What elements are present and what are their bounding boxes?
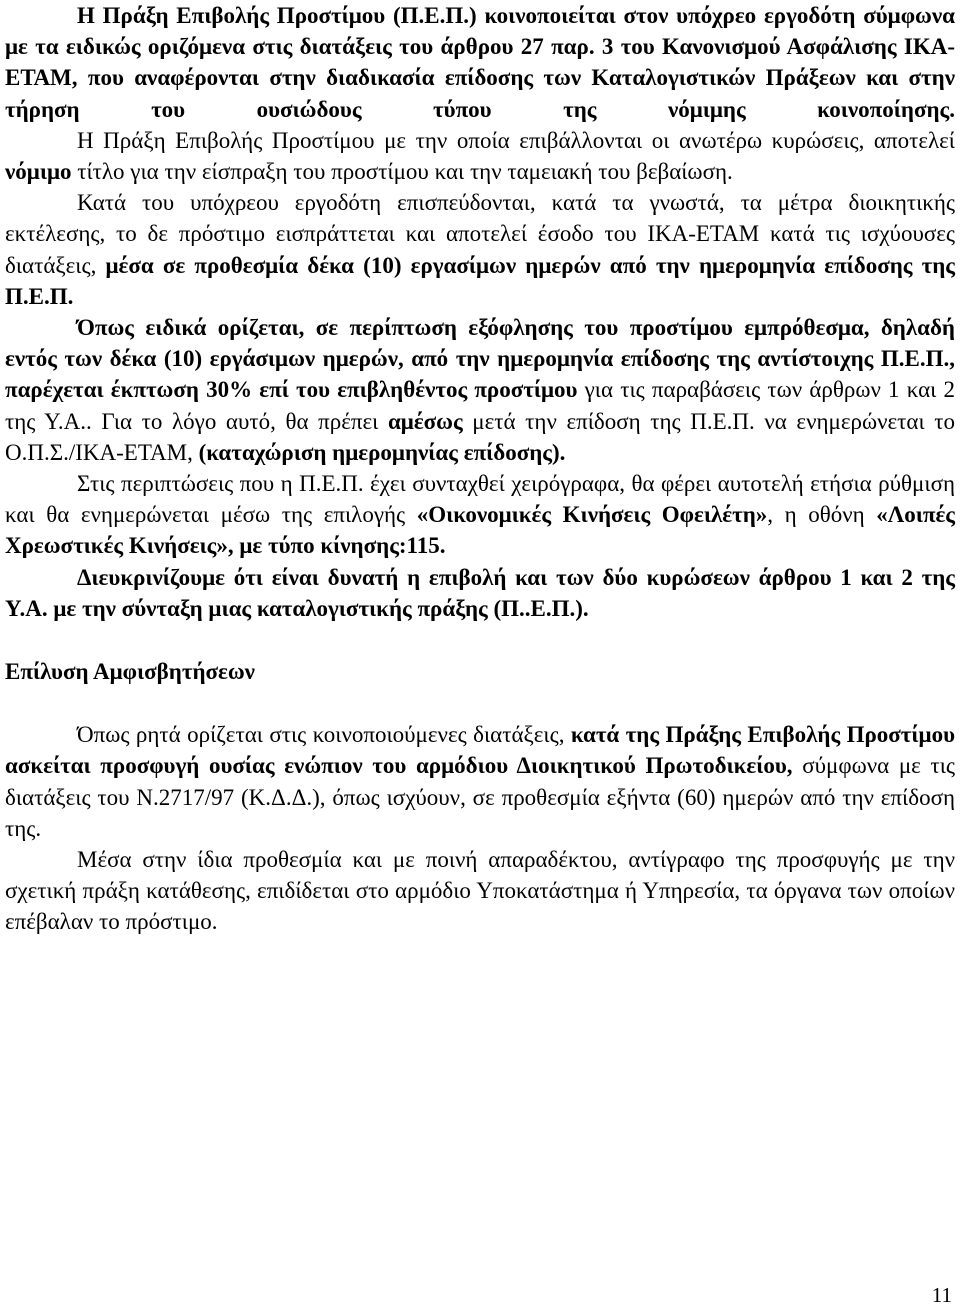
document-page <box>5 0 955 938</box>
paragraph-enforcement-text: Κατά του υπόχρεου εργοδότη επισπεύδονται, κατά τα γνωστά, τα μέτρα διοικητικής εκτέλεσης, το δε πρόστιμο εισπράττεται και αποτελεί έσοδο του ΙΚΑ-ΕΤΑΜ κατά τις ισχύουσες διατάξεις, <box>5 190 955 278</box>
paragraph-discount-text: για τις παραβάσεις των άρθρων 1 και 2 της Υ.Α.. Για το λόγο αυτό, θα πρέπει <box>5 377 956 434</box>
paragraph-handwritten-screen: «Λοιπές Χρεωστικές Κινήσεις», με τύπο κίνησης:115. <box>5 502 955 559</box>
paragraph-appeal-copy <box>5 844 955 938</box>
paragraph-notification <box>5 0 955 125</box>
paragraph-legal-title <box>5 125 955 187</box>
paragraph-appeal-copy-text: Μέσα στην ίδια προθεσμία και με ποινή απαραδέκτου, αντίγραφο της προσφυγής με την σχετική πράξη κατάθεσης, επιδίδεται στο αρμόδιο Υποκατάστημα ή Υπηρεσία, τα όργανα των οποίων επέβαλαν το πρόστιμο. <box>5 847 955 935</box>
paragraph-notification-text: Η Πράξη Επιβολής Προστίμου (Π.Ε.Π.) κοινοποιείται στον υπόχρεο εργοδότη σύμφωνα με τα ειδικώς οριζόμενα στις διατάξεις του άρθρου 27 παρ. 3 του Κανονισμού Ασφάλισης ΙΚΑ-ΕΤΑΜ, που αναφέρονται στην διαδικασία επίδοσης των Καταλογιστικών Πράξεων και στην τήρηση του ουσιώδους τύπου της νόμιμης κοινοποίησης. <box>5 3 955 122</box>
paragraph-appeal-bold: κατά της Πράξης Επιβολής Προστίμου ασκείται προσφυγή ουσίας ενώπιον του αρμόδιου Διοικητικού Πρωτοδικείου, <box>5 722 956 779</box>
paragraph-legal-title-text-end: τίτλο για την είσπραξη του προστίμου και την ταμειακή του βεβαίωση. <box>71 159 733 185</box>
paragraph-enforcement <box>5 187 955 312</box>
paragraph-discount-text-2: μετά την επίδοση της Π.Ε.Π. να ενημερώνεται το Ο.Π.Σ./ΙΚΑ-ΕΤΑΜ, <box>5 408 955 465</box>
paragraph-enforcement-deadline: μέσα σε προθεσμία δέκα (10) εργασίμων ημερών από την ημερομηνία επίδοσης της Π.Ε.Π. <box>5 252 956 309</box>
paragraph-legal-title-text: Η Πράξη Επιβολής Προστίμου με την οποία επιβάλλονται οι ανωτέρω κυρώσεις, αποτελεί <box>77 127 955 153</box>
paragraph-clarification <box>5 562 955 624</box>
paragraph-discount-immediately: αμέσως <box>387 408 463 434</box>
section-heading-text: Επίλυση Αμφισβητήσεων <box>5 659 255 685</box>
paragraph-handwritten-option: «Οικονομικές Κινήσεις Οφειλέτη» <box>416 502 768 528</box>
paragraph-clarification-text: Διευκρινίζουμε ότι είναι δυνατή η επιβολή και των δύο κυρώσεων άρθρου 1 και 2 της Υ.Α. με την σύνταξη μιας καταλογιστικής πράξης (Π..Ε.Π.). <box>5 564 955 621</box>
paragraph-appeal <box>5 719 955 844</box>
paragraph-appeal-text-2: σύμφωνα με τις διατάξεις του Ν.2717/97 (Κ.Δ.Δ.), όπως ισχύουν, σε προθεσμία εξήντα (60) ημερών από την επίδοση της. <box>5 753 955 841</box>
paragraph-handwritten-text-2: , η οθόνη <box>767 502 877 528</box>
paragraph-discount-bold: Όπως ειδικά ορίζεται, σε περίπτωση εξόφλησης του προστίμου εμπρόθεσμα, δηλαδή εντός των δέκα (10) εργάσιμων ημερών, από την ημερομηνία επίδοσης της αντίστοιχης Π.Ε.Π., παρέχεται έκπτωση 30% επί του επιβληθέντος προστίμου <box>5 315 955 403</box>
page-number: 11 <box>931 1283 952 1307</box>
paragraph-discount-registration: (καταχώριση ημερομηνίας επίδοσης). <box>198 439 566 465</box>
paragraph-legal-title-bold: νόμιμο <box>5 159 72 185</box>
paragraph-discount <box>5 312 955 468</box>
paragraph-handwritten-text: Στις περιπτώσεις που η Π.Ε.Π. έχει συνταχθεί χειρόγραφα, θα φέρει αυτοτελή ετήσια ρύθμιση και θα ενημερώνεται μέσω της επιλογής <box>5 471 955 528</box>
paragraph-appeal-text: Όπως ρητά ορίζεται στις κοινοποιούμενες διατάξεις, <box>77 722 571 748</box>
paragraph-handwritten <box>5 468 955 562</box>
section-heading-disputes <box>5 656 955 687</box>
